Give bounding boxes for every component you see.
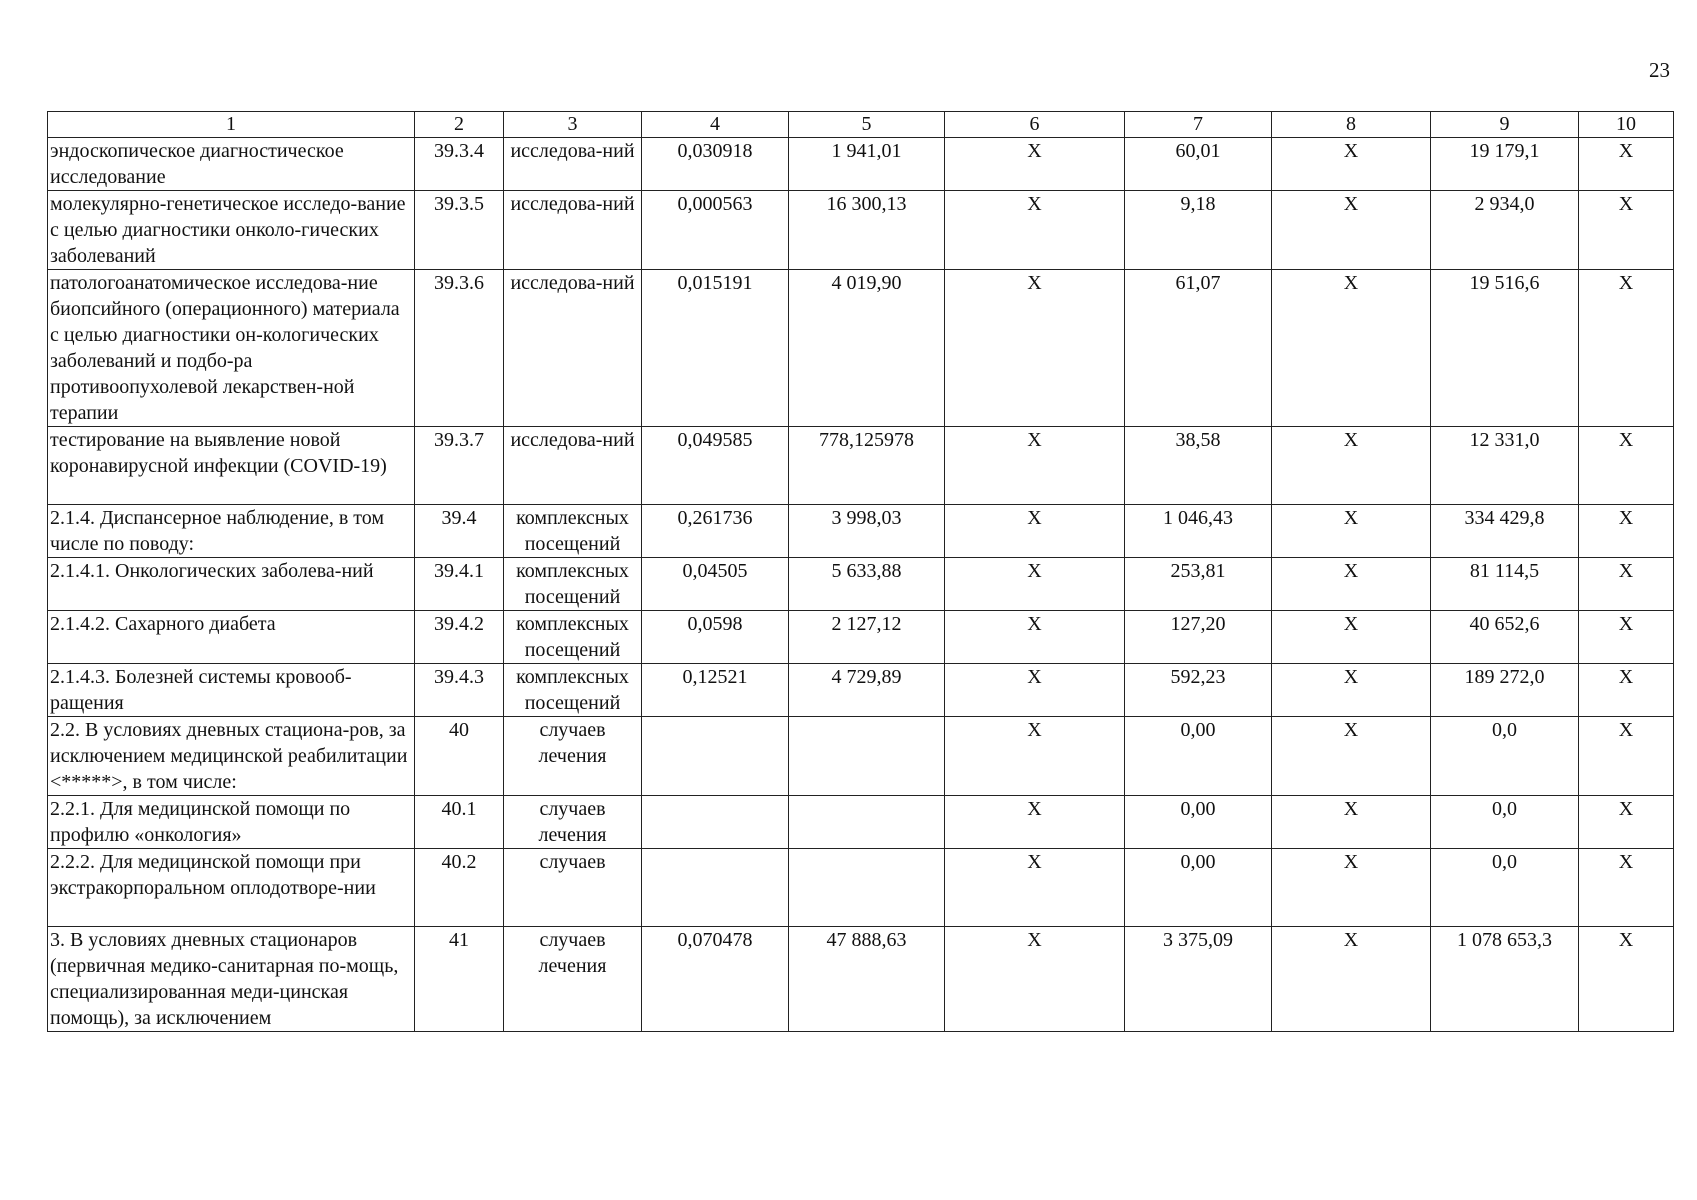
column-number: 10	[1579, 112, 1674, 138]
page-number: 23	[1649, 58, 1670, 82]
row-col7: 9,18	[1125, 191, 1272, 270]
row-volume: 0,049585	[642, 427, 789, 505]
row-col7: 0,00	[1125, 849, 1272, 927]
row-number: 39.3.5	[415, 191, 504, 270]
row-col9: 189 272,0	[1431, 664, 1579, 717]
row-unit: комплексных посещений	[504, 558, 642, 611]
row-col9: 0,0	[1431, 717, 1579, 796]
table-row	[48, 849, 1674, 927]
row-volume: 0,261736	[642, 505, 789, 558]
row-col8: Х	[1272, 270, 1431, 427]
row-volume	[642, 796, 789, 849]
table-row	[48, 927, 1674, 1032]
table-row	[48, 611, 1674, 664]
row-description: 2.1.4.3. Болезней системы кровооб-ращения	[48, 664, 415, 717]
row-col8: Х	[1272, 427, 1431, 505]
row-col7: 3 375,09	[1125, 927, 1272, 1032]
row-number: 39.3.7	[415, 427, 504, 505]
row-description: патологоанатомическое исследова-ние биопсийного (операционного) материала с целью диагностики он-кологических заболеваний и подбо-ра противоопухолевой лекарствен-ной терапии	[48, 270, 415, 427]
row-col9: 2 934,0	[1431, 191, 1579, 270]
column-number: 3	[504, 112, 642, 138]
row-col9: 1 078 653,3	[1431, 927, 1579, 1032]
table-row	[48, 270, 1674, 427]
row-description: эндоскопическое диагностическое исследование	[48, 138, 415, 191]
row-col6: Х	[945, 611, 1125, 664]
row-unit: исследова-ний	[504, 138, 642, 191]
row-volume: 0,0598	[642, 611, 789, 664]
row-unit: случаев лечения	[504, 927, 642, 1032]
row-col8: Х	[1272, 191, 1431, 270]
row-col10: Х	[1579, 611, 1674, 664]
row-unit: исследова-ний	[504, 427, 642, 505]
row-cost: 3 998,03	[789, 505, 945, 558]
column-number: 5	[789, 112, 945, 138]
row-col9: 81 114,5	[1431, 558, 1579, 611]
row-unit: случаев лечения	[504, 796, 642, 849]
row-col10: Х	[1579, 796, 1674, 849]
row-description: молекулярно-генетическое исследо-вание с целью диагностики онколо-гических заболеваний	[48, 191, 415, 270]
row-col7: 592,23	[1125, 664, 1272, 717]
row-col8: Х	[1272, 558, 1431, 611]
row-col6: Х	[945, 191, 1125, 270]
row-cost: 2 127,12	[789, 611, 945, 664]
row-volume	[642, 717, 789, 796]
row-col10: Х	[1579, 558, 1674, 611]
row-col10: Х	[1579, 849, 1674, 927]
row-number: 39.4.2	[415, 611, 504, 664]
row-col6: Х	[945, 427, 1125, 505]
row-col9: 19 179,1	[1431, 138, 1579, 191]
row-number: 40	[415, 717, 504, 796]
row-number: 39.4.3	[415, 664, 504, 717]
row-col9: 0,0	[1431, 796, 1579, 849]
row-col7: 0,00	[1125, 717, 1272, 796]
row-unit: исследова-ний	[504, 270, 642, 427]
row-description: 2.1.4.1. Онкологических заболева-ний	[48, 558, 415, 611]
row-unit: комплексных посещений	[504, 611, 642, 664]
row-number: 40.2	[415, 849, 504, 927]
table-row	[48, 191, 1674, 270]
row-col6: Х	[945, 796, 1125, 849]
table-row	[48, 558, 1674, 611]
row-cost: 47 888,63	[789, 927, 945, 1032]
row-col9: 0,0	[1431, 849, 1579, 927]
row-number: 40.1	[415, 796, 504, 849]
row-volume	[642, 849, 789, 927]
row-unit: исследова-ний	[504, 191, 642, 270]
row-unit: случаев лечения	[504, 717, 642, 796]
row-col10: Х	[1579, 505, 1674, 558]
row-col10: Х	[1579, 427, 1674, 505]
row-cost	[789, 717, 945, 796]
row-description: 2.1.4. Диспансерное наблюдение, в том числе по поводу:	[48, 505, 415, 558]
row-col6: Х	[945, 505, 1125, 558]
row-cost: 778,125978	[789, 427, 945, 505]
row-col8: Х	[1272, 849, 1431, 927]
row-col8: Х	[1272, 664, 1431, 717]
row-col6: Х	[945, 664, 1125, 717]
row-unit: случаев	[504, 849, 642, 927]
row-col7: 38,58	[1125, 427, 1272, 505]
row-cost: 16 300,13	[789, 191, 945, 270]
column-number: 4	[642, 112, 789, 138]
row-col10: Х	[1579, 927, 1674, 1032]
row-description: 2.2.2. Для медицинской помощи при экстракорпоральном оплодотворе-нии	[48, 849, 415, 927]
data-table	[47, 111, 1674, 1032]
table-row	[48, 505, 1674, 558]
row-col7: 0,00	[1125, 796, 1272, 849]
table-row	[48, 427, 1674, 505]
table-row	[48, 138, 1674, 191]
column-number: 6	[945, 112, 1125, 138]
row-col7: 127,20	[1125, 611, 1272, 664]
row-col6: Х	[945, 138, 1125, 191]
row-col7: 253,81	[1125, 558, 1272, 611]
row-cost	[789, 849, 945, 927]
row-volume: 0,015191	[642, 270, 789, 427]
row-col9: 40 652,6	[1431, 611, 1579, 664]
row-col8: Х	[1272, 505, 1431, 558]
row-cost: 4 019,90	[789, 270, 945, 427]
row-description: 2.1.4.2. Сахарного диабета	[48, 611, 415, 664]
row-col9: 334 429,8	[1431, 505, 1579, 558]
row-volume: 0,000563	[642, 191, 789, 270]
row-col6: Х	[945, 717, 1125, 796]
row-col7: 1 046,43	[1125, 505, 1272, 558]
row-col9: 19 516,6	[1431, 270, 1579, 427]
table-body	[48, 138, 1674, 1032]
row-number: 39.3.4	[415, 138, 504, 191]
row-volume: 0,070478	[642, 927, 789, 1032]
row-description: 2.2. В условиях дневных стациона-ров, за исключением медицинской реабилитации <*****>, в том числе:	[48, 717, 415, 796]
row-description: 2.2.1. Для медицинской помощи по профилю «онкология»	[48, 796, 415, 849]
row-number: 39.4	[415, 505, 504, 558]
row-col10: Х	[1579, 191, 1674, 270]
row-col6: Х	[945, 558, 1125, 611]
row-description: 3. В условиях дневных стационаров (первичная медико-санитарная по-мощь, специализированная меди-цинская помощь), за исключением	[48, 927, 415, 1032]
row-col8: Х	[1272, 717, 1431, 796]
row-col8: Х	[1272, 138, 1431, 191]
column-number: 7	[1125, 112, 1272, 138]
row-col10: Х	[1579, 138, 1674, 191]
row-cost: 4 729,89	[789, 664, 945, 717]
row-col8: Х	[1272, 927, 1431, 1032]
table-row	[48, 796, 1674, 849]
header-row	[48, 112, 1674, 138]
row-col8: Х	[1272, 611, 1431, 664]
row-col7: 61,07	[1125, 270, 1272, 427]
column-number: 9	[1431, 112, 1579, 138]
row-number: 39.4.1	[415, 558, 504, 611]
row-number: 41	[415, 927, 504, 1032]
row-volume: 0,12521	[642, 664, 789, 717]
row-unit: комплексных посещений	[504, 664, 642, 717]
row-col9: 12 331,0	[1431, 427, 1579, 505]
row-col10: Х	[1579, 270, 1674, 427]
row-unit: комплексных посещений	[504, 505, 642, 558]
row-col6: Х	[945, 270, 1125, 427]
table-row	[48, 717, 1674, 796]
row-description: тестирование на выявление новой коронавирусной инфекции (COVID-19)	[48, 427, 415, 505]
row-col6: Х	[945, 927, 1125, 1032]
row-cost: 5 633,88	[789, 558, 945, 611]
column-number: 8	[1272, 112, 1431, 138]
row-volume: 0,04505	[642, 558, 789, 611]
row-col8: Х	[1272, 796, 1431, 849]
row-number: 39.3.6	[415, 270, 504, 427]
row-col7: 60,01	[1125, 138, 1272, 191]
row-volume: 0,030918	[642, 138, 789, 191]
row-col6: Х	[945, 849, 1125, 927]
column-number: 1	[48, 112, 415, 138]
row-cost: 1 941,01	[789, 138, 945, 191]
row-col10: Х	[1579, 664, 1674, 717]
column-number: 2	[415, 112, 504, 138]
table-row	[48, 664, 1674, 717]
row-col10: Х	[1579, 717, 1674, 796]
row-cost	[789, 796, 945, 849]
